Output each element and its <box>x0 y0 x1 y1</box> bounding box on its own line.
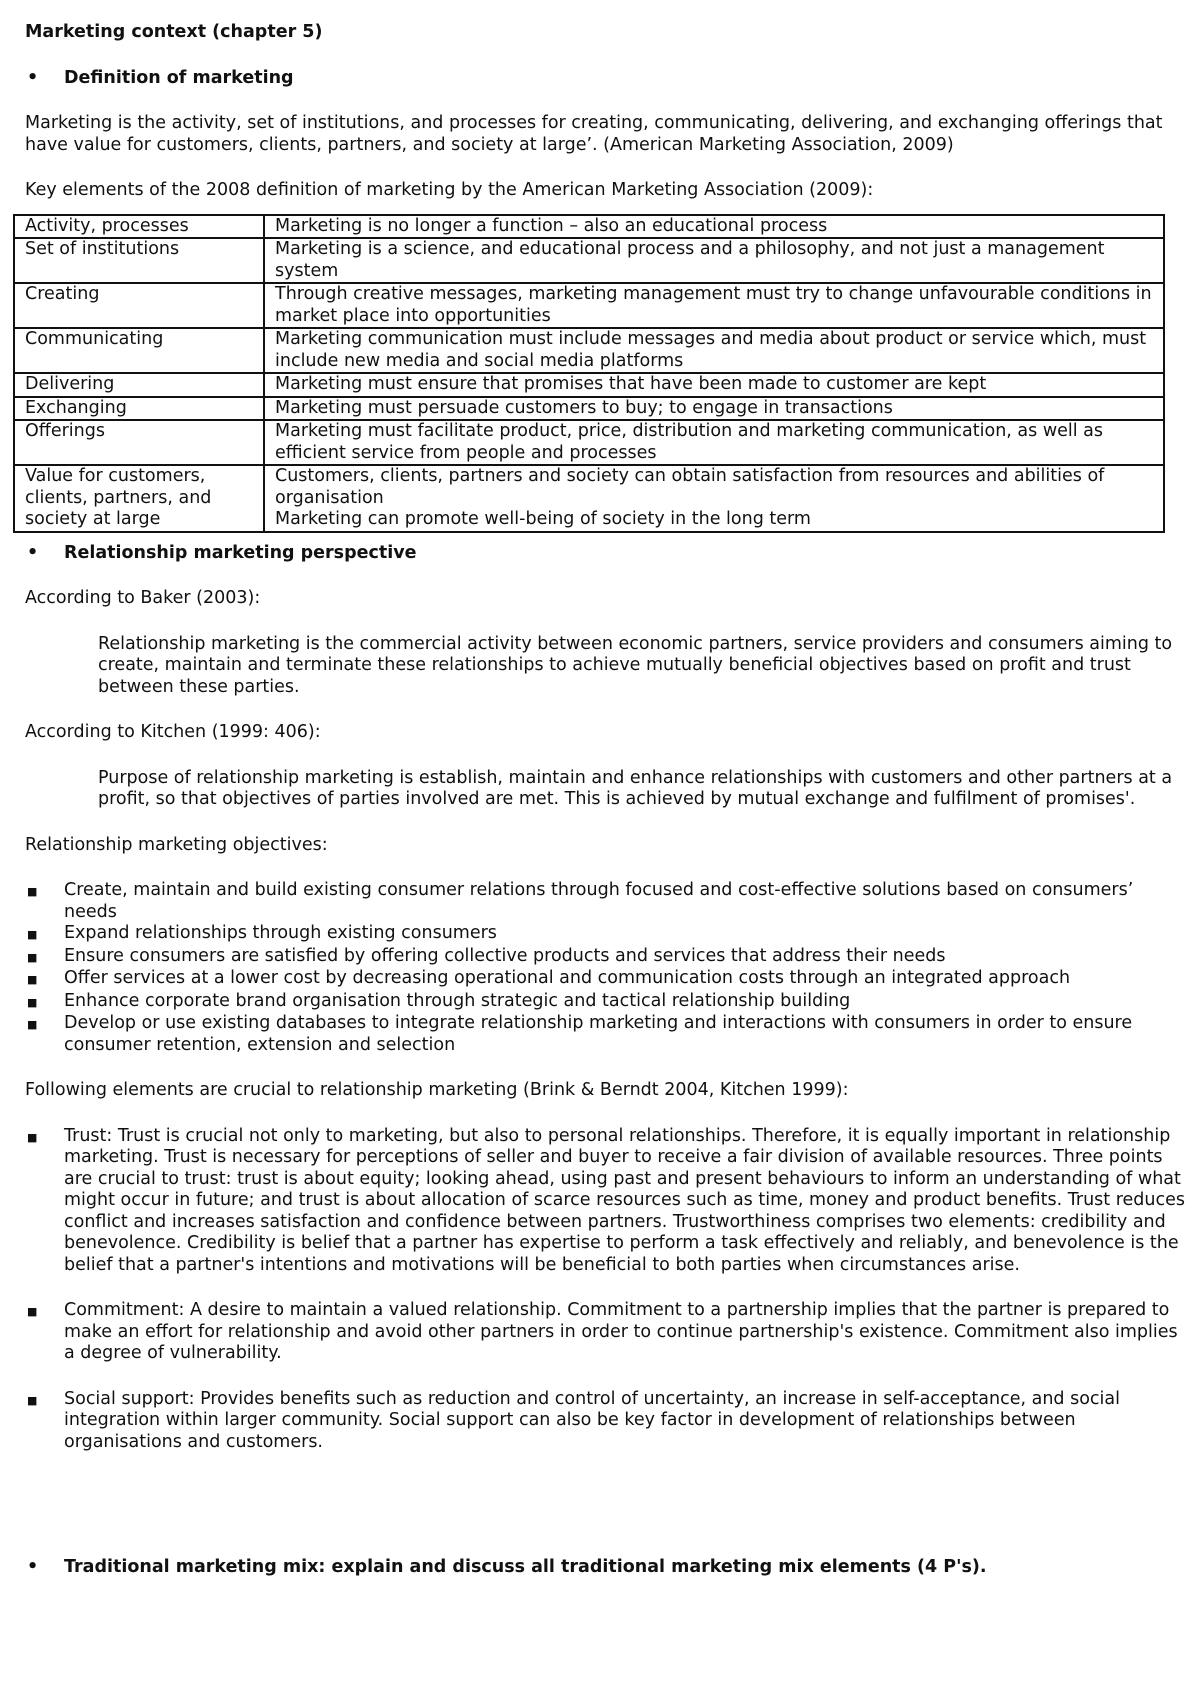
table-term-cell: Communicating <box>14 328 264 373</box>
table-row <box>14 465 1164 532</box>
list-item-text: Commitment: A desire to maintain a valued relationship. Commitment to a partnership implies that the partner is prepared to make an effort for relationship and avoid other partners in order to continue partnership's existence. Commitment also implies a degree of vulnerability. <box>64 1300 1178 1363</box>
table-description-cell <box>264 373 1164 397</box>
table-description-text: Marketing must facilitate product, price, distribution and marketing communication, as well as efficient service from people and processes <box>275 421 1104 463</box>
section-heading-definition <box>25 68 1185 90</box>
square-bullet-icon: ■ <box>27 1130 38 1144</box>
list-item <box>25 968 1185 991</box>
table-description-cell <box>264 283 1164 328</box>
table-row <box>14 328 1164 373</box>
table-row <box>14 373 1164 397</box>
document-title: Marketing context (chapter 5) <box>25 22 323 42</box>
square-bullet-icon: ■ <box>27 1393 38 1407</box>
table-term-cell: Activity, processes <box>14 215 264 239</box>
list-item-text: Develop or use existing databases to integrate relationship marketing and interactions with consumers in order to ensure consumer retention, extension and selection <box>64 1013 1133 1055</box>
definition-table <box>13 214 1165 533</box>
section-heading-marketing-mix <box>25 1557 1185 1579</box>
section-heading-text: Definition of marketing <box>64 67 294 88</box>
table-description-text: Marketing communication must include messages and media about product or service which, must include new media and social media platforms <box>275 329 1147 371</box>
section-heading-text: Traditional marketing mix: explain and discuss all traditional marketing mix elements (4 P's). <box>64 1557 987 1577</box>
table-description-cell <box>264 420 1164 465</box>
list-item-text: Trust: Trust is crucial not only to marketing, but also to personal relationships. Therefore, it is equally important in relationship marketing. Trust is necessary for perceptions of seller and buyer to receive a fair division of available resources. Three points are crucial to trust: trust is about equity; looking ahead, using past and present behaviours to inform an understanding of what might occur in future; and trust is about allocation of scarce resources such as time, money and product benefits. Trust reduces conflict and increases satisfaction and confidence between partners. Trustworthiness comprises two elements: credibility and benevolence. Credibility is belief that a partner has expertise to perform a task effectively and reliably, and benevolence is the belief that a partner's intentions and motivations will be beneficial to both parties when circumstances arise. <box>64 1125 1185 1275</box>
table-description-cell <box>264 238 1164 283</box>
table-description-text: Marketing can promote well-being of society in the long term <box>275 509 811 529</box>
table-description-cell <box>264 215 1164 239</box>
kitchen-quote: Purpose of relationship marketing is establish, maintain and enhance relationships with customers and other partners at a profit, so that objectives of parties involved are met. This is achieved by mutual exchange and fulfilment of promises'. <box>98 767 1173 809</box>
baker-quote: Relationship marketing is the commercial activity between economic partners, service providers and consumers aiming to create, maintain and terminate these relationships to achieve mutually beneficial objectives based on profit and trust between these parties. <box>98 633 1173 697</box>
table-description-text: Marketing is a science, and educational process and a philosophy, and not just a management system <box>275 239 1105 281</box>
table-term-cell: Set of institutions <box>14 238 264 283</box>
table-row <box>14 420 1164 465</box>
marketing-definition: Marketing is the activity, set of institutions, and processes for creating, communicating, delivering, and exchanging offerings that have value for customers, clients, partners, and society at large’. (American Marketing Association, 2009) <box>25 113 1163 155</box>
table-row <box>14 397 1164 421</box>
list-item-text: Enhance corporate brand organisation through strategic and tactical relationship building <box>64 990 851 1011</box>
list-item <box>25 1013 1185 1056</box>
round-bullet-icon: • <box>27 1557 39 1577</box>
table-row <box>14 238 1164 283</box>
table-description-text: Customers, clients, partners and society can obtain satisfaction from resources and abilities of organisation <box>275 466 1105 508</box>
objectives-intro: Relationship marketing objectives: <box>25 834 328 855</box>
list-item-text: Offer services at a lower cost by decreasing operational and communication costs through an integrated approach <box>64 968 1071 988</box>
square-bullet-icon: ■ <box>27 1305 38 1318</box>
document-page <box>25 22 1185 1603</box>
table-description-cell <box>264 328 1164 373</box>
section-heading-text: Relationship marketing perspective <box>64 542 417 563</box>
list-item <box>25 880 1185 923</box>
table-row <box>14 283 1164 328</box>
table-description-text: Through creative messages, marketing management must try to change unfavourable conditions in market place into opportunities <box>275 284 1152 326</box>
list-item <box>25 946 1185 969</box>
list-item-text: Ensure consumers are satisfied by offering collective products and services that address their needs <box>64 945 946 966</box>
table-term-cell: Creating <box>14 283 264 328</box>
table-term-cell: Exchanging <box>14 397 264 421</box>
table-description-cell <box>264 397 1164 421</box>
list-item <box>25 991 1185 1014</box>
baker-intro: According to Baker (2003): <box>25 588 261 608</box>
table-term-cell: Offerings <box>14 420 264 465</box>
kitchen-intro: According to Kitchen (1999: 406): <box>25 722 321 742</box>
round-bullet-icon: • <box>27 67 39 88</box>
elements-intro: Following elements are crucial to relationship marketing (Brink & Berndt 2004, Kitchen 1999): <box>25 1080 849 1100</box>
table-term-cell: Value for customers, clients, partners, and society at large <box>14 465 264 532</box>
list-item <box>25 1389 1185 1454</box>
key-elements-intro: Key elements of the 2008 definition of marketing by the American Marketing Association (2009): <box>25 180 874 200</box>
elements-list <box>25 1126 1185 1454</box>
square-bullet-icon: ■ <box>27 973 38 986</box>
square-bullet-icon: ■ <box>27 950 38 964</box>
round-bullet-icon: • <box>27 542 39 563</box>
list-item <box>25 1126 1185 1277</box>
list-item <box>25 923 1185 946</box>
list-item <box>25 1300 1185 1365</box>
list-item-text: Social support: Provides benefits such as reduction and control of uncertainty, an increase in self-acceptance, and social integration within larger community. Social support can also be key factor in development of relationships between organisations and customers. <box>64 1388 1120 1452</box>
square-bullet-icon: ■ <box>27 1018 38 1031</box>
table-description-text: Marketing must ensure that promises that have been made to customer are kept <box>275 374 987 394</box>
section-heading-relationship <box>25 543 1185 565</box>
square-bullet-icon: ■ <box>27 885 38 898</box>
table-description-text: Marketing is no longer a function – also an educational process <box>275 215 828 236</box>
list-item-text: Create, maintain and build existing consumer relations through focused and cost-effective solutions based on consumers’ needs <box>64 880 1134 922</box>
square-bullet-icon: ■ <box>27 928 38 941</box>
table-row <box>14 215 1164 239</box>
objectives-list <box>25 880 1185 1056</box>
table-term-cell: Delivering <box>14 373 264 397</box>
blank-space <box>25 1477 1185 1557</box>
list-item-text: Expand relationships through existing consumers <box>64 923 497 943</box>
table-description-cell <box>264 465 1164 532</box>
square-bullet-icon: ■ <box>27 995 38 1009</box>
table-description-text: Marketing must persuade customers to buy; to engage in transactions <box>275 397 893 418</box>
